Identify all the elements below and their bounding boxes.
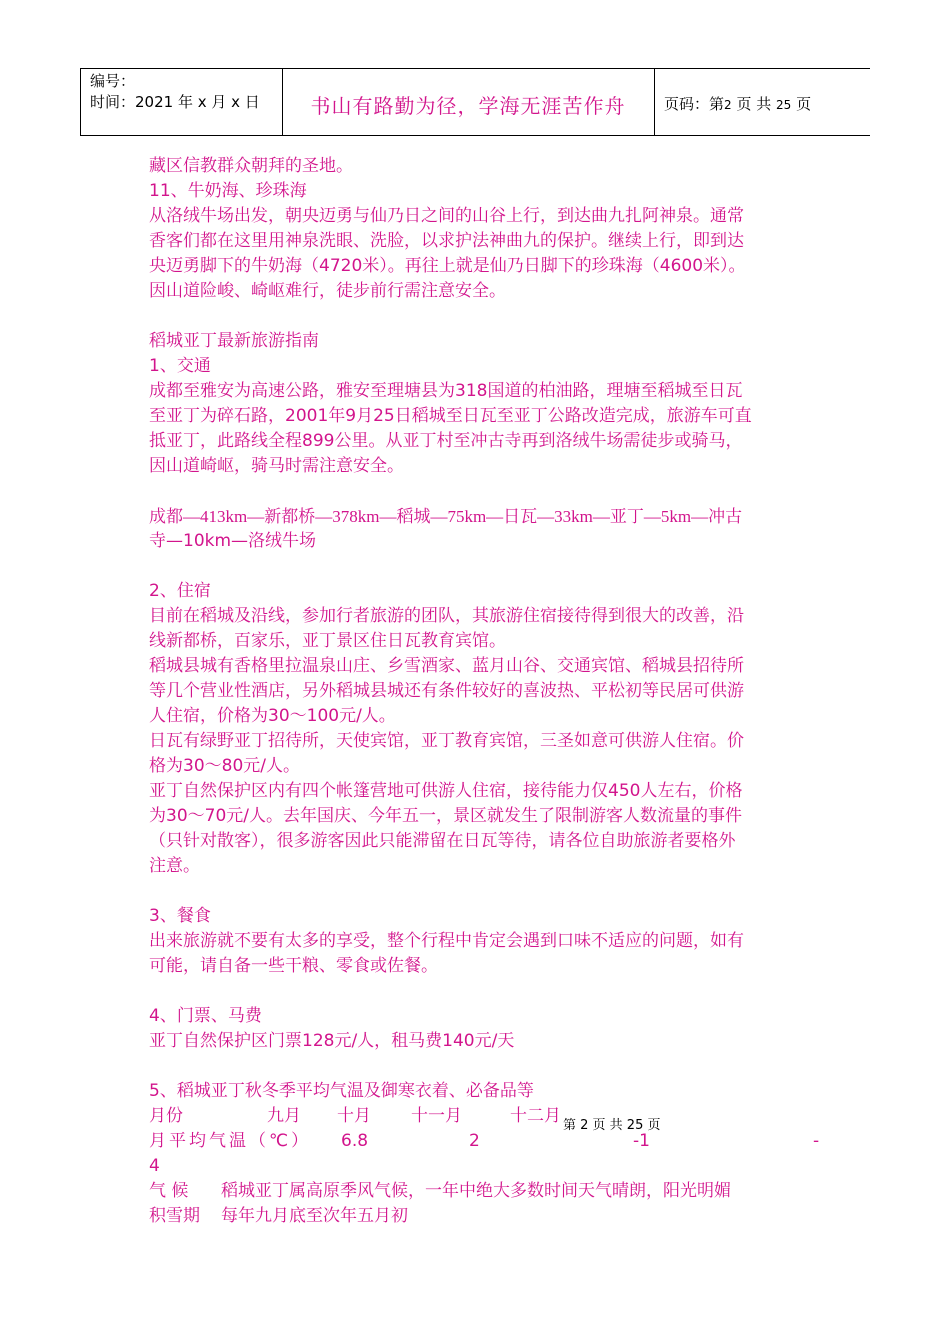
text-line: 目前在稻城及沿线，参加行者旅游的团队，其旅游住宿接待得到很大的改善，沿 [149, 606, 744, 626]
temp-label: 月平均气温（℃） [149, 1131, 312, 1151]
table-row-climate [149, 1179, 821, 1204]
snow-label: 积雪期 [149, 1206, 200, 1226]
text-line: 线新都桥，百家乐，亚丁景区住日瓦教育宾馆。 [149, 631, 506, 651]
route-line: 寺—10km—洛绒牛场 [149, 531, 317, 551]
temp-cell: 6.8 [341, 1131, 369, 1151]
section-heading: 2、住宿 [149, 581, 211, 601]
page-number-footer: 第 2 页 共 25 页 [563, 1118, 661, 1133]
temp-cell: 2 [469, 1131, 480, 1151]
section-heading: 1、交通 [149, 356, 211, 376]
section-heading: 5、稻城亚丁秋冬季平均气温及御寒衣着、必备品等 [149, 1081, 534, 1101]
climate-label: 气 候 [149, 1181, 189, 1201]
table-row-temp-wrap [149, 1154, 821, 1179]
section-heading: 4、门票、马费 [149, 1006, 262, 1026]
month-cell: 九月 [267, 1106, 301, 1126]
header-page: 页码：第2 页 共 25 页 [664, 95, 812, 113]
text-line: 成都至雅安为高速公路，雅安至理塘县为318国道的柏油路，理塘至稻城至日瓦 [149, 381, 743, 401]
header-info [90, 71, 260, 113]
text-line: 央迈勇脚下的牛奶海（4720米）。再往上就是仙乃日脚下的珍珠海（4600米）。 [149, 256, 746, 276]
text-line: （只针对散客），很多游客因此只能滞留在日瓦等待，请各位自助旅游者要格外 [149, 831, 736, 851]
guide-title: 稻城亚丁最新旅游指南 [149, 331, 319, 351]
text-line: 稻城县城有香格里拉温泉山庄、乡雪酒家、蓝月山谷、交通宾馆、稻城县招待所 [149, 656, 744, 676]
text-line: 亚丁自然保护区内有四个帐篷营地可供游人住宿，接待能力仅450人左右，价格 [149, 781, 743, 801]
text-line: 亚丁自然保护区门票128元/人，租马费140元/天 [149, 1031, 515, 1051]
header-motto: 书山有路勤为径，学海无涯苦作舟 [310, 94, 626, 118]
temp-cell: - [813, 1131, 820, 1151]
text-line: 至亚丁为碎石路，2001年9月25日稻城至日瓦至亚丁公路改造完成，旅游车可直 [149, 406, 752, 426]
section-heading: 3、餐食 [149, 906, 211, 926]
text-line: 等几个营业性酒店，另外稻城县城还有条件较好的喜波热、平松初等民居可供游 [149, 681, 744, 701]
section-heading: 11、牛奶海、珍珠海 [149, 181, 307, 201]
table-row-months [149, 1104, 821, 1129]
text-line: 香客们都在这里用神泉洗眼、洗脸，以求护法神曲九的保护。继续上行，即到达 [149, 231, 744, 251]
text-line: 藏区信教群众朝拜的圣地。 [149, 156, 353, 176]
doc-time: 时间：2021 年 x 月 x 日 [90, 93, 260, 111]
climate-text: 稻城亚丁属高原季风气候，一年中绝大多数时间天气晴朗，阳光明媚 [221, 1181, 731, 1201]
text-line: 从洛绒牛场出发，朝央迈勇与仙乃日之间的山谷上行，到达曲九扎阿神泉。通常 [149, 206, 744, 226]
text-line: 格为30～80元/人。 [149, 756, 300, 776]
table-row-snow [149, 1204, 821, 1229]
temp-cell: -1 [633, 1131, 650, 1151]
month-cell: 十二月 [510, 1106, 561, 1126]
text-line: 日瓦有绿野亚丁招待所，天使宾馆，亚丁教育宾馆，三圣如意可供游人住宿。价 [149, 731, 744, 751]
month-cell: 十月 [337, 1106, 371, 1126]
temp-wrap: 4 [149, 1156, 160, 1176]
table-row-temps [149, 1129, 821, 1154]
doc-number: 编号： [90, 72, 136, 90]
text-line: 因山道崎岖，骑马时需注意安全。 [149, 456, 404, 476]
snow-text: 每年九月底至次年五月初 [221, 1206, 408, 1226]
month-cell: 十一月 [411, 1106, 462, 1126]
route-line: 成都—413km—新都桥—378km—稻城—75km—日瓦—33km—亚丁—5km—冲古 [149, 507, 743, 526]
document-body [149, 154, 821, 1229]
text-line: 抵亚丁，此路线全程899公里。从亚丁村至冲古寺再到洛绒牛场需徒步或骑马， [149, 431, 743, 451]
document-header [80, 68, 870, 136]
text-line: 人住宿，价格为30～100元/人。 [149, 706, 396, 726]
text-line: 注意。 [149, 856, 200, 876]
text-line: 出来旅游就不要有太多的享受，整个行程中肯定会遇到口味不适应的问题，如有 [149, 931, 744, 951]
text-line: 为30～70元/人。去年国庆、今年五一，景区就发生了限制游客人数流量的事件 [149, 806, 742, 826]
text-line: 可能，请自备一些干粮、零食或佐餐。 [149, 956, 438, 976]
month-label: 月份 [149, 1106, 183, 1126]
text-line: 因山道险峻、崎岖难行，徒步前行需注意安全。 [149, 281, 506, 301]
